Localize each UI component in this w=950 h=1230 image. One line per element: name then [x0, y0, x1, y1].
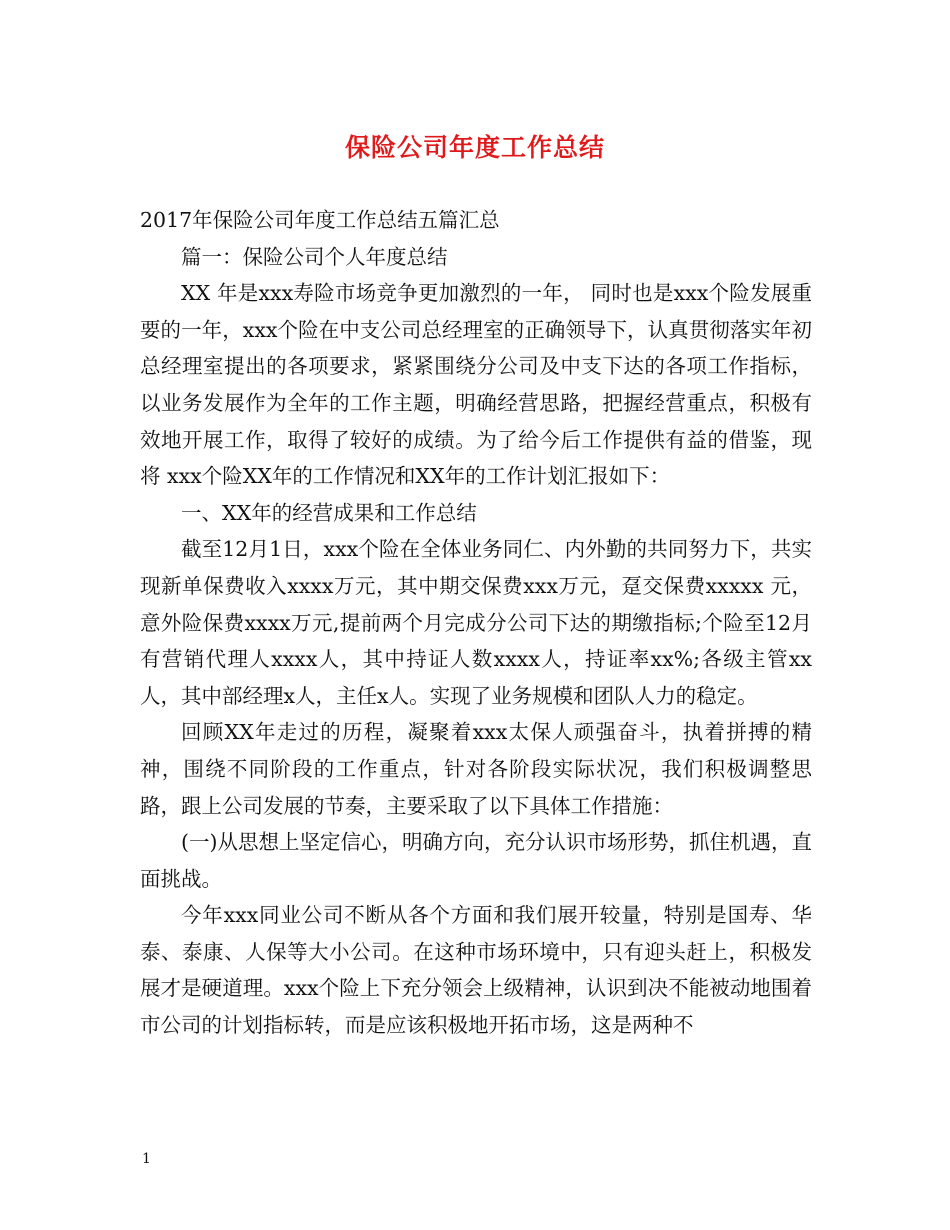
body-paragraph: 回顾XX年走过的历程，凝聚着xxx太保人顽强奋斗，执着拼搏的精神，围绕不同阶段的工作重点，针对各阶段实际状况，我们积极调整思路，跟上公司发展的节奏，主要采取了以下具体工作措施： [140, 720, 812, 818]
document-title: 保险公司年度工作总结 [344, 133, 605, 162]
page-number: 1 [142, 1151, 151, 1167]
section-heading: 一、XX年的经营成果和工作总结 [181, 500, 477, 525]
body-paragraph: XX 年是xxx寿险市场竞争更加激烈的一年， 同时也是xxx个险发展重要的一年，xxx个险在中支公司总经理室的正确领导下，认真贯彻落实年初总经理室提出的各项要求，紧紧围绕分公司及中支下达的各项工作指标，以业务发展作为全年的工作主题，明确经营思路，把握经营重点，积极有效地开展工作，取得了较好的成绩。为了给今后工作提供有益的借鉴，现将 xxx个险XX年的工作情况和XX年的工作计划汇报如下： [140, 281, 812, 489]
body-paragraph: (一)从思想上坚定信心，明确方向，充分认识市场形势，抓住机遇，直面挑战。 [140, 830, 812, 891]
document-body [140, 202, 812, 1044]
document-subtitle: 2017年保险公司年度工作总结五篇汇总 [140, 208, 500, 232]
section-heading: 篇一：保险公司个人年度总结 [181, 244, 448, 269]
body-paragraph: 截至12月1日，xxx个险在全体业务同仁、内外勤的共同努力下，共实现新单保费收入xxxx万元，其中期交保费xxx万元，趸交保费xxxxx 元，意外险保费xxxx万元,提前两个月完成分公司下达的期缴指标;个险至12月有营销代理人xxxx人，其中持证人数xxxx人，持证率xx%;各级主管xx人，其中部经理x人，主任x人。实现了业务规模和团队人力的稳定。 [140, 537, 812, 708]
body-paragraph: 今年xxx同业公司不断从各个方面和我们展开较量，特别是国寿、华泰、泰康、人保等大小公司。在这种市场环境中，只有迎头赶上，积极发展才是硬道理。xxx个险上下充分领会上级精神，认识到决不能被动地围着市公司的计划指标转，而是应该积极地开拓市场，这是两种不 [140, 903, 812, 1038]
